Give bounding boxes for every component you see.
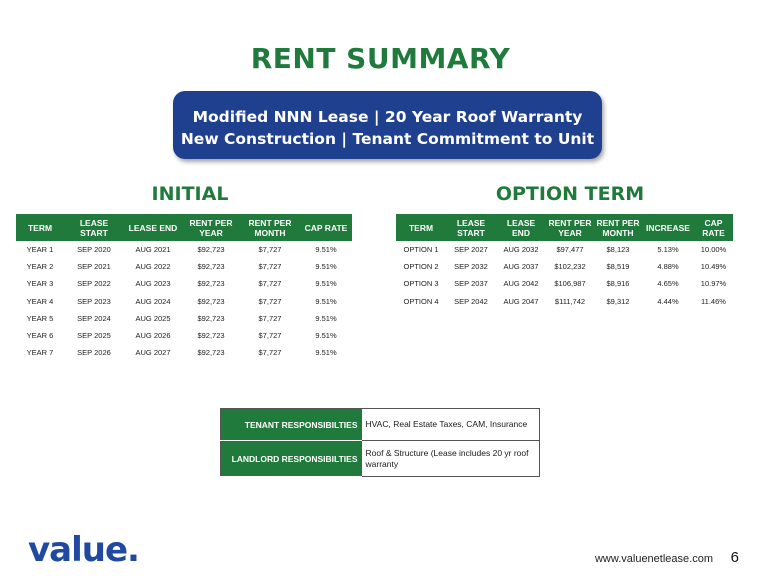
table-cell: 9.51% — [315, 331, 337, 341]
table-cell: $92,723 — [197, 313, 225, 323]
table-cell: OPTION 2 — [403, 262, 439, 272]
table-cell: AUG 2042 — [503, 279, 539, 289]
table-cell: $106,987 — [554, 279, 586, 289]
table-cell: $92,723 — [197, 296, 225, 306]
column-header: RENT PER MONTH — [240, 214, 300, 241]
table-cell: SEP 2032 — [454, 262, 488, 272]
table-cell: AUG 2047 — [503, 296, 539, 306]
table-cell: YEAR 5 — [26, 313, 54, 323]
column-header: RENT PER YEAR — [546, 214, 594, 241]
table-cell: $8,123 — [606, 245, 630, 255]
table-row — [16, 293, 352, 310]
table-cell: SEP 2037 — [454, 279, 488, 289]
tenant-responsibilities-label: TENANT RESPONSIBILTIES — [221, 409, 362, 441]
table-cell: AUG 2026 — [135, 331, 171, 341]
table-cell: 11.46% — [701, 296, 726, 306]
column-header: RENT PER YEAR — [182, 214, 240, 241]
column-header: LEASE START — [64, 214, 124, 241]
table-cell: 9.51% — [315, 296, 337, 306]
table-cell: $8,916 — [606, 279, 630, 289]
table-cell: 9.51% — [315, 313, 337, 323]
table-row — [396, 241, 733, 258]
banner-line-1: Modified NNN Lease | 20 Year Roof Warranty — [192, 108, 583, 126]
table-cell: AUG 2024 — [135, 296, 171, 306]
table-cell: 4.88% — [657, 262, 679, 272]
table-cell: 9.51% — [315, 262, 337, 272]
banner-line-2: New Construction | Tenant Commitment to Unit — [180, 130, 595, 148]
table-cell: AUG 2027 — [135, 348, 171, 358]
column-header: TERM — [396, 214, 446, 241]
table-cell: $8,519 — [606, 262, 630, 272]
table-cell: 5.13% — [657, 245, 679, 255]
table-cell: SEP 2023 — [77, 296, 111, 306]
table-cell: OPTION 3 — [403, 279, 439, 289]
table-cell: SEP 2025 — [77, 331, 111, 341]
column-header: LEASE END — [124, 214, 182, 241]
table-cell: $9,312 — [606, 296, 630, 306]
table-cell: $7,727 — [258, 245, 282, 255]
table-cell: YEAR 2 — [26, 262, 54, 272]
landlord-responsibilities-row — [221, 441, 540, 477]
table-cell: $7,727 — [258, 313, 282, 323]
table-row — [396, 293, 733, 310]
table-cell: SEP 2042 — [454, 296, 488, 306]
column-header: LEASE START — [446, 214, 496, 241]
table-cell: AUG 2025 — [135, 313, 171, 323]
tenant-responsibilities-value: HVAC, Real Estate Taxes, CAM, Insurance — [362, 409, 540, 441]
table-cell: 10.00% — [700, 245, 727, 255]
landlord-responsibilities-label: LANDLORD RESPONSIBILTIES — [221, 441, 362, 477]
initial-rent-table — [16, 214, 352, 361]
column-header: RENT PER MONTH — [594, 214, 642, 241]
column-header: CAP RATE — [694, 214, 733, 241]
table-cell: $102,232 — [554, 262, 586, 272]
table-row — [16, 327, 352, 344]
table-cell: 9.51% — [315, 245, 337, 255]
table-cell: $92,723 — [197, 348, 225, 358]
table-cell: AUG 2023 — [135, 279, 171, 289]
column-header: CAP RATE — [300, 214, 352, 241]
table-cell: YEAR 3 — [26, 279, 54, 289]
option-rent-table — [396, 214, 733, 310]
table-row — [16, 344, 352, 361]
tenant-responsibilities-row — [221, 409, 540, 441]
table-row — [396, 258, 733, 275]
table-cell: SEP 2026 — [77, 348, 111, 358]
table-cell: $7,727 — [258, 348, 282, 358]
table-cell: SEP 2027 — [454, 245, 488, 255]
table-cell: 9.51% — [315, 279, 337, 289]
table-header-row — [396, 214, 733, 241]
lease-banner — [173, 91, 602, 159]
initial-section-title: INITIAL — [151, 183, 229, 205]
website-link[interactable]: www.valuenetlease.com — [594, 553, 713, 565]
table-cell: 10.97% — [700, 279, 727, 289]
table-cell: $92,723 — [197, 331, 225, 341]
page-title: RENT SUMMARY — [250, 42, 511, 75]
table-cell: YEAR 6 — [26, 331, 54, 341]
table-cell: SEP 2021 — [77, 262, 111, 272]
table-cell: $7,727 — [258, 279, 282, 289]
table-cell: YEAR 7 — [26, 348, 54, 358]
table-cell: $92,723 — [197, 245, 225, 255]
table-cell: $7,727 — [258, 296, 282, 306]
table-cell: $7,727 — [258, 262, 282, 272]
column-header: INCREASE — [642, 214, 694, 241]
table-cell: SEP 2024 — [77, 313, 111, 323]
table-cell: $7,727 — [258, 331, 282, 341]
table-cell: 4.44% — [657, 296, 679, 306]
landlord-responsibilities-value: Roof & Structure (Lease includes 20 yr roof warranty — [362, 441, 540, 477]
page-number: 6 — [730, 549, 739, 566]
responsibilities-table — [220, 408, 540, 477]
table-cell: $97,477 — [556, 245, 584, 255]
option-section-title: OPTION TERM — [495, 183, 645, 205]
table-cell: SEP 2020 — [77, 245, 111, 255]
table-row — [16, 241, 352, 258]
table-cell: SEP 2022 — [77, 279, 111, 289]
table-cell: OPTION 1 — [403, 245, 439, 255]
table-cell: YEAR 4 — [26, 296, 54, 306]
table-cell: AUG 2032 — [503, 245, 539, 255]
table-cell: 4.65% — [657, 279, 679, 289]
table-cell: AUG 2021 — [135, 245, 171, 255]
table-header-row — [16, 214, 352, 241]
table-cell: $111,742 — [554, 296, 586, 306]
column-header: TERM — [16, 214, 64, 241]
table-cell: YEAR 1 — [26, 245, 54, 255]
table-row — [16, 258, 352, 275]
table-cell: 9.51% — [315, 348, 337, 358]
table-cell: AUG 2022 — [135, 262, 171, 272]
value-logo: value. — [28, 530, 139, 570]
table-cell: OPTION 4 — [403, 296, 439, 306]
column-header: LEASE END — [496, 214, 546, 241]
table-cell: AUG 2037 — [503, 262, 539, 272]
table-row — [16, 275, 352, 292]
table-row — [16, 310, 352, 327]
table-cell: $92,723 — [197, 279, 225, 289]
table-cell: $92,723 — [197, 262, 225, 272]
table-cell: 10.49% — [700, 262, 727, 272]
table-row — [396, 275, 733, 292]
